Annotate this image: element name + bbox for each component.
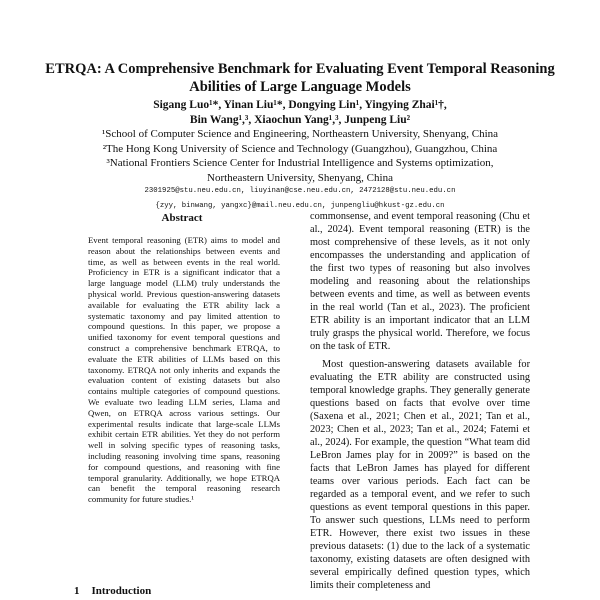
author-line-2: Bin Wang¹,³, Xiaochun Yang¹,³, Junpeng Liu²: [189, 114, 411, 126]
body-paragraph-1: commonsense, and event temporal reasoning (Chu et al., 2024). Event temporal reasoning (ETR) is the most comprehensive of these levels, as it not only encompasses the understanding and application of the first two types of reasoning but also involves modeling and reasoning about the relationships between events and time, as well as between events in the real world (Tan et al., 2023). The proficient ETR ability is an important indicator that an LLM truly grasps the physical world. Therefore, we focus on the task of ETR.: [310, 211, 530, 352]
right-column: [310, 210, 530, 592]
affiliation-1: ¹School of Computer Science and Engineering, Northeastern University, Shenyang, China: [101, 128, 499, 140]
email-line-1: 2301925@stu.neu.edu.cn, liuyinan@cse.neu.edu.cn, 2472128@stu.neu.edu.cn: [144, 187, 456, 195]
body-paragraph-2: Most question-answering datasets available for evaluating the ETR ability are constructed using temporal knowledge graphs. They generally generate questions based on facts that evolve over time (Saxena et al., 2021; Chen et al., 2021; Tan et al., 2023; Chen et al., 2023; Tan et al., 2024; Fatemi et al., 2024). For example, the question “What team did LeBron James play for in 2009?” is based on the facts that LeBron James has played for different teams over various periods. Each fact can be regarded as a temporal event, and we refer to such questions as event temporal questions in this paper. To answer such questions, LLMs need to perform ETR. However, there exist two issues in these previous datasets: (1) due to the lack of a systematic taxonomy, existing datasets are often designed with several empirically defined question types, which limits their completeness and: [310, 359, 530, 591]
affiliation-2: ²The Hong Kong University of Science and Technology (Guangzhou), Guangzhou, China: [102, 142, 498, 155]
email-line-2: {zyy, binwang, yangxc}@mail.neu.edu.cn, junpengliu@hkust-gz.edu.cn: [155, 202, 445, 210]
author-line-1: Sigang Luo¹*, Yinan Liu¹*, Dongying Lin¹, Yingying Zhai¹†,: [153, 99, 447, 111]
section-heading-introduction: [74, 585, 163, 597]
author-list: [40, 98, 560, 128]
section-number: 1: [74, 585, 80, 597]
affiliation-3a: ³National Frontiers Science Center for Industrial Intelligence and Systems optimization,: [106, 157, 494, 170]
left-column: [74, 212, 290, 505]
abstract-text: Event temporal reasoning (ETR) aims to model and reason about the relationships between events and time, as well as between events in the real world. Proficiency in ETR is a significant indicator that a large language model (LLM) truly understands the physical world. Previous question-answering datasets available for evaluating the ETR ability lack a systematic taxonomy and pay limited attention to compound questions. In this paper, we propose a unified taxonomy for event temporal questions and construct a comprehensive benchmark ETRQA, to evaluate the ETR abilities of LLMs based on this taxonomy. ETRQA not only inherits and expands the evaluation content of existing datasets but also contains multiple categories of compound questions. We evaluate two leading LLM series, Llama and Qwen, on ETRQA across various settings. Our experimental results indicate that large-scale LLMs exhibit certain ETR abilities. Yet they do not perform well in solving specific types of reasoning tasks, including reasoning involving time spans, reasoning for compound questions, and reasoning with fine temporal granularity. Additionally, we hope ETRQA can benefit the temporal reasoning research community for future studies.¹: [88, 235, 280, 505]
affiliation-3b: Northeastern University, Shenyang, China: [207, 171, 393, 184]
abstract-heading: Abstract: [161, 212, 203, 224]
affiliations: [40, 127, 560, 185]
section-title: Introduction: [91, 585, 152, 597]
paper-title: ETRQA: A Comprehensive Benchmark for Evaluating Event Temporal Reasoning Abilities of Large Language Models: [45, 61, 555, 95]
